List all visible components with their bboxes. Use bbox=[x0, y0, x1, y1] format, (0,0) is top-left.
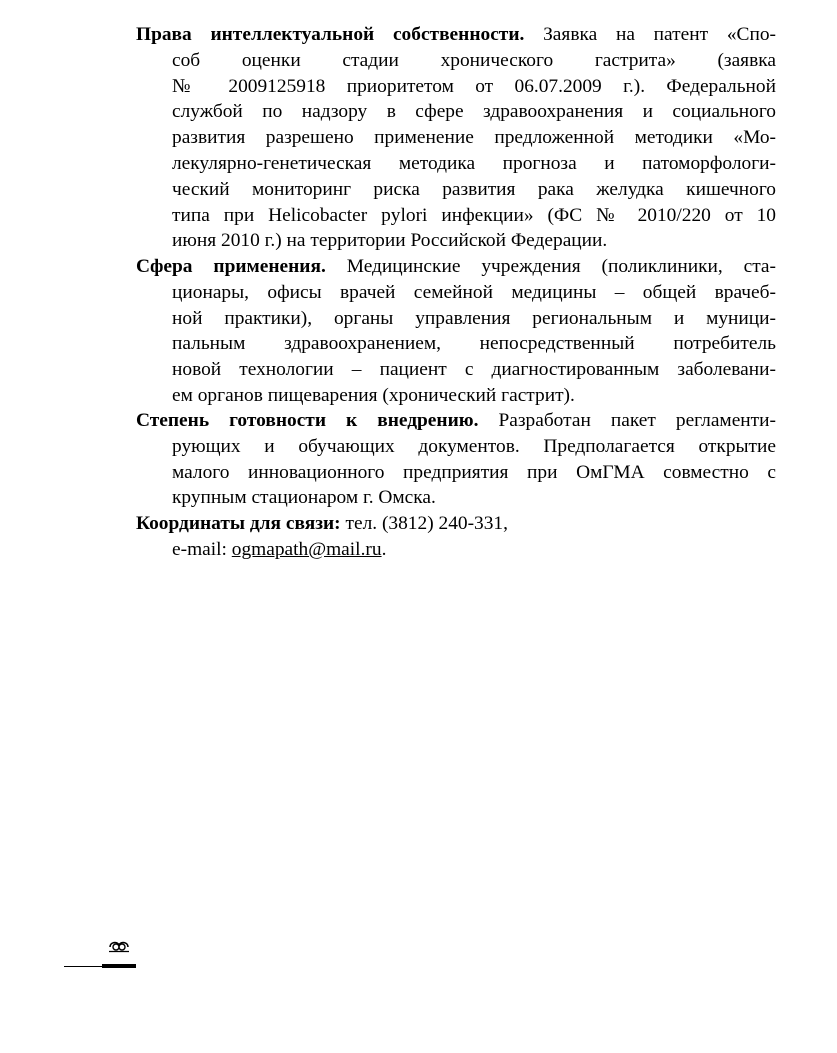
scope-line-1 bbox=[136, 254, 776, 280]
rights-term: Права интеллектуальной собственности. bbox=[136, 24, 525, 45]
email-suffix: . bbox=[381, 538, 387, 560]
rights-text: Заявка на патент «Спо- bbox=[543, 24, 776, 45]
scope-line-4: пальным здравоохранением, непосредственный потребитель bbox=[172, 333, 776, 355]
contacts-term: Координаты для связи: bbox=[136, 513, 341, 534]
scope-line-6: ем органов пищеварения (хронический гастрит). bbox=[172, 384, 575, 406]
rights-line-9: июня 2010 г.) на территории Российской Федерации. bbox=[172, 230, 608, 252]
email-label: e-mail: bbox=[172, 538, 227, 560]
contacts-line-1 bbox=[136, 511, 776, 537]
rights-line-7: ческий мониторинг риска развития рака желудка кишечного bbox=[172, 178, 776, 200]
scope-section bbox=[136, 254, 776, 409]
rights-line-5: развития разрешено применение предложенной методики «Мо- bbox=[172, 127, 776, 149]
rights-line-1 bbox=[136, 22, 776, 48]
footer-rule-thick bbox=[102, 964, 136, 968]
rights-line-2: соб оценки стадии хронического гастрита» (заявка bbox=[172, 49, 776, 71]
readiness-line-2: рующих и обучающих документов. Предполагается открытие bbox=[172, 435, 776, 457]
phone-text: тел. (3812) 240-331, bbox=[345, 513, 508, 534]
readiness-line-3: малого инновационного предприятия при ОмГМА совместно с bbox=[172, 461, 776, 483]
scope-line-5: новой технологии – пациент с диагностированным заболевани- bbox=[172, 359, 776, 381]
scope-line-3: ной практики), органы управления региональным и муници- bbox=[172, 307, 776, 329]
rights-line-4: службой по надзору в сфере здравоохранения и социального bbox=[172, 101, 776, 123]
readiness-section bbox=[136, 408, 776, 511]
contacts-line-2 bbox=[136, 537, 776, 563]
scope-line-2: ционары, офисы врачей семейной медицины – общей врачеб- bbox=[172, 281, 776, 303]
readiness-line-4: крупным стационаром г. Омска. bbox=[172, 487, 436, 509]
rights-section bbox=[136, 22, 776, 254]
scope-term: Сфера применения. bbox=[136, 256, 326, 277]
email-link[interactable]: ogmapath@mail.ru bbox=[231, 538, 382, 560]
readiness-line-1 bbox=[136, 408, 776, 434]
footer-rule-thin bbox=[64, 966, 104, 967]
rights-line-3: № 2009125918 приоритетом от 06.07.2009 г.). Федеральной bbox=[172, 75, 776, 97]
rights-line-6: лекулярно-генетическая методика прогноза и патоморфологи- bbox=[172, 152, 776, 174]
rights-line-8: типа при Helicobacter pylori инфекции» (ФС № 2010/220 от 10 bbox=[172, 204, 776, 226]
contacts-section bbox=[136, 511, 776, 563]
scope-text: Медицинские учреждения (поликлиники, ста- bbox=[346, 256, 776, 277]
footer-emblem-icon bbox=[108, 939, 130, 953]
readiness-text: Разработан пакет регламенти- bbox=[498, 410, 776, 431]
readiness-term: Степень готовности к внедрению. bbox=[136, 410, 479, 431]
